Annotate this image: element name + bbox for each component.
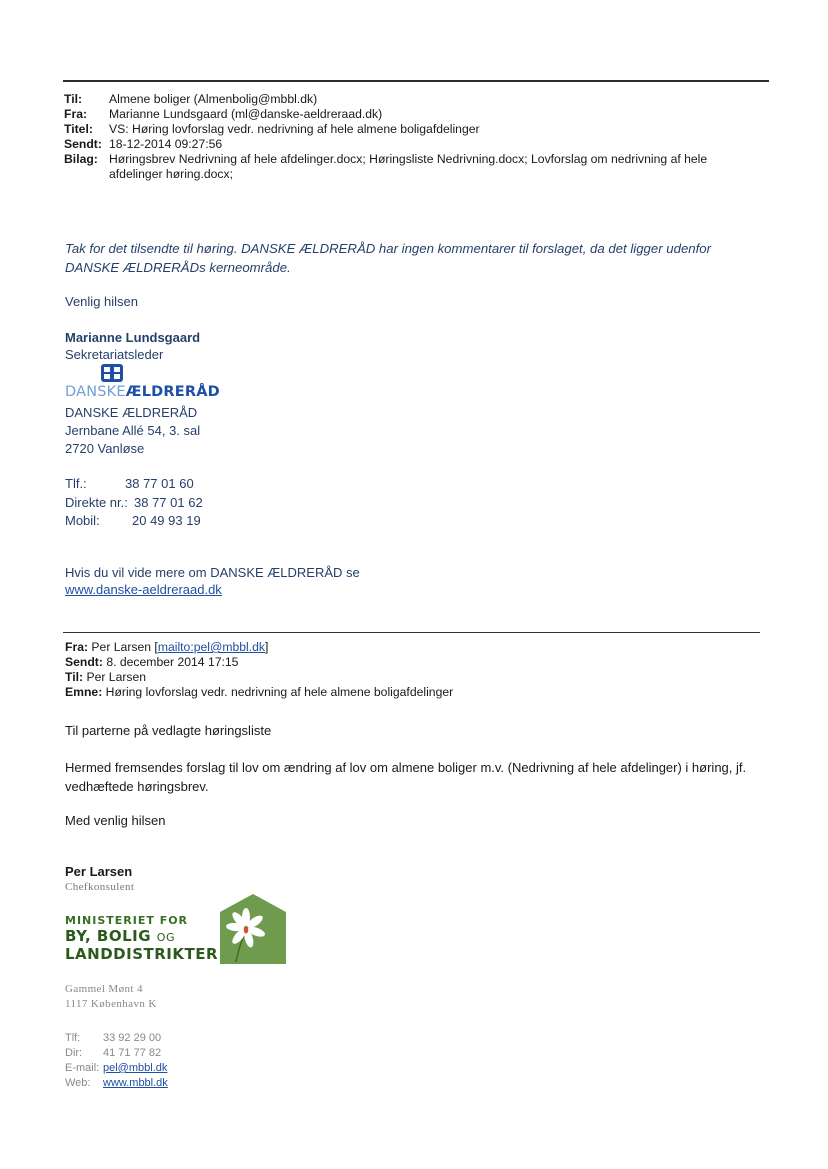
fwd-contacts — [65, 1031, 168, 1091]
header-from-row — [64, 107, 764, 122]
reply-greeting: Venlig hilsen — [65, 294, 138, 309]
fwd-email-link[interactable]: pel@mbbl.dk — [103, 1062, 168, 1074]
reply-more-info: Hvis du vil vide mere om DANSKE ÆLDRERÅD se — [65, 565, 360, 580]
reply-address1: Jernbane Allé 54, 3. sal — [65, 423, 201, 438]
ministry-og: OG — [156, 931, 175, 944]
mobile-label: Mobil: — [65, 513, 100, 528]
sent-label: Sendt: — [64, 137, 102, 151]
fwd-address1: Gammel Mønt 4 — [65, 983, 143, 995]
sent-value: 18-12-2014 09:27:56 — [109, 137, 223, 151]
header-rule — [63, 80, 769, 82]
fwd-from-value: Per Larsen [ — [91, 640, 158, 654]
fwd-email-row — [65, 1061, 168, 1076]
from-label: Fra: — [64, 107, 88, 121]
reply-message: Tak for det tilsendte til høring. DANSKE ÆLDRERÅD har ingen kommentarer til forslaget, da det ligger udenfor DANSKE ÆLDRERÅDs kerneområde. — [65, 241, 711, 275]
ministry-line2a: BY, BOLIG — [65, 927, 152, 945]
fwd-to-label: Til: — [65, 670, 84, 684]
fwd-address — [65, 982, 157, 1012]
fwd-tlf-value: 33 92 29 00 — [103, 1032, 162, 1044]
fwd-from-close: ] — [265, 640, 269, 654]
email-header — [64, 92, 764, 182]
reply-org: DANSKE ÆLDRERÅD — [65, 405, 198, 420]
fwd-closing: Med venlig hilsen — [65, 813, 166, 828]
fwd-web-link[interactable]: www.mbbl.dk — [103, 1077, 168, 1089]
phone-label: Tlf.: — [65, 476, 87, 491]
reply-website-link[interactable]: www.danske-aeldreraad.dk — [65, 582, 222, 597]
reply-contacts — [65, 475, 203, 531]
from-value: Marianne Lundsgaard (ml@danske-aeldreraad.dk) — [109, 107, 383, 121]
fwd-to-row — [65, 670, 453, 685]
reply-address2: 2720 Vanløse — [65, 441, 145, 456]
fwd-tlf-label: Tlf: — [65, 1032, 81, 1044]
direct-label: Direkte nr.: — [65, 494, 128, 510]
fwd-web-row — [65, 1076, 168, 1091]
logo-wordmark — [65, 384, 220, 400]
fwd-from-row — [65, 640, 453, 655]
fwd-to-value: Per Larsen — [86, 670, 147, 684]
title-label: Titel: — [64, 122, 93, 136]
ministry-logo — [65, 914, 218, 963]
fwd-dir-label: Dir: — [65, 1047, 83, 1059]
header-sent-row — [64, 137, 764, 152]
phone-value: 38 77 01 60 — [125, 476, 194, 491]
fwd-tlf-row — [65, 1031, 168, 1046]
fwd-body: Hermed fremsendes forslag til lov om ændring af lov om almene boliger m.v. (Nedrivning af hele afdelinger) i høring, jf. vedhæftede høringsbrev. — [65, 760, 747, 794]
attach-label: Bilag: — [64, 152, 98, 166]
header-to-row — [64, 92, 764, 107]
to-label: Til: — [64, 92, 83, 106]
fwd-mailto-link[interactable]: mailto:pel@mbbl.dk — [157, 640, 266, 654]
fwd-sig-name: Per Larsen — [65, 864, 133, 879]
logo-wordmark-part2: ÆLDRERÅD — [125, 384, 220, 400]
to-value: Almene boliger (Almenbolig@mbbl.dk) — [109, 92, 318, 106]
header-attach-row — [64, 152, 764, 182]
fwd-web-label: Web: — [65, 1077, 91, 1089]
fwd-sig-title: Chefkonsulent — [65, 881, 135, 893]
reply-sender-role: Sekretariatsleder — [65, 347, 164, 362]
title-value: VS: Høring lovforslag vedr. nedrivning af hele almene boligafdelinger — [109, 122, 480, 136]
phone-row — [65, 475, 203, 494]
direct-value: 38 77 01 62 — [134, 494, 203, 510]
fwd-from-label: Fra: — [65, 640, 89, 654]
logo-wordmark-part1: DANSKE — [65, 384, 126, 400]
fwd-subject-row — [65, 685, 453, 700]
fwd-dir-row — [65, 1046, 168, 1061]
fwd-sent-value: 8. december 2014 17:15 — [106, 655, 239, 669]
fwd-dir-value: 41 71 77 82 — [103, 1047, 162, 1059]
fwd-address2: 1117 København K — [65, 998, 157, 1010]
fwd-subject-label: Emne: — [65, 685, 103, 699]
fwd-subject-value: Høring lovforslag vedr. nedrivning af hele almene boligafdelinger — [105, 685, 454, 699]
header-title-row — [64, 122, 764, 137]
fwd-sent-row — [65, 655, 453, 670]
mobile-value: 20 49 93 19 — [132, 513, 201, 528]
fwd-salutation: Til parterne på vedlagte høringsliste — [65, 723, 272, 738]
forward-rule — [63, 632, 760, 633]
reply-sender-name: Marianne Lundsgaard — [65, 330, 201, 345]
ministry-line1: MINISTERIET FOR — [65, 914, 189, 927]
fwd-sent-label: Sendt: — [65, 655, 103, 669]
ministry-line3: LANDDISTRIKTER — [65, 945, 219, 963]
aeldreraad-mark-icon — [101, 364, 123, 382]
attach-value: Høringsbrev Nedrivning af hele afdelinger.docx; Høringsliste Nedrivning.docx; Lovforslag om nedrivning af hele afdelinger høring.docx; — [109, 152, 708, 181]
mobile-row — [65, 512, 203, 531]
forwarded-header — [65, 640, 453, 700]
ministry-line2 — [65, 927, 218, 945]
direct-row — [65, 494, 203, 513]
fwd-email-label: E-mail: — [65, 1062, 100, 1074]
ministry-house-flower-icon — [216, 892, 290, 964]
